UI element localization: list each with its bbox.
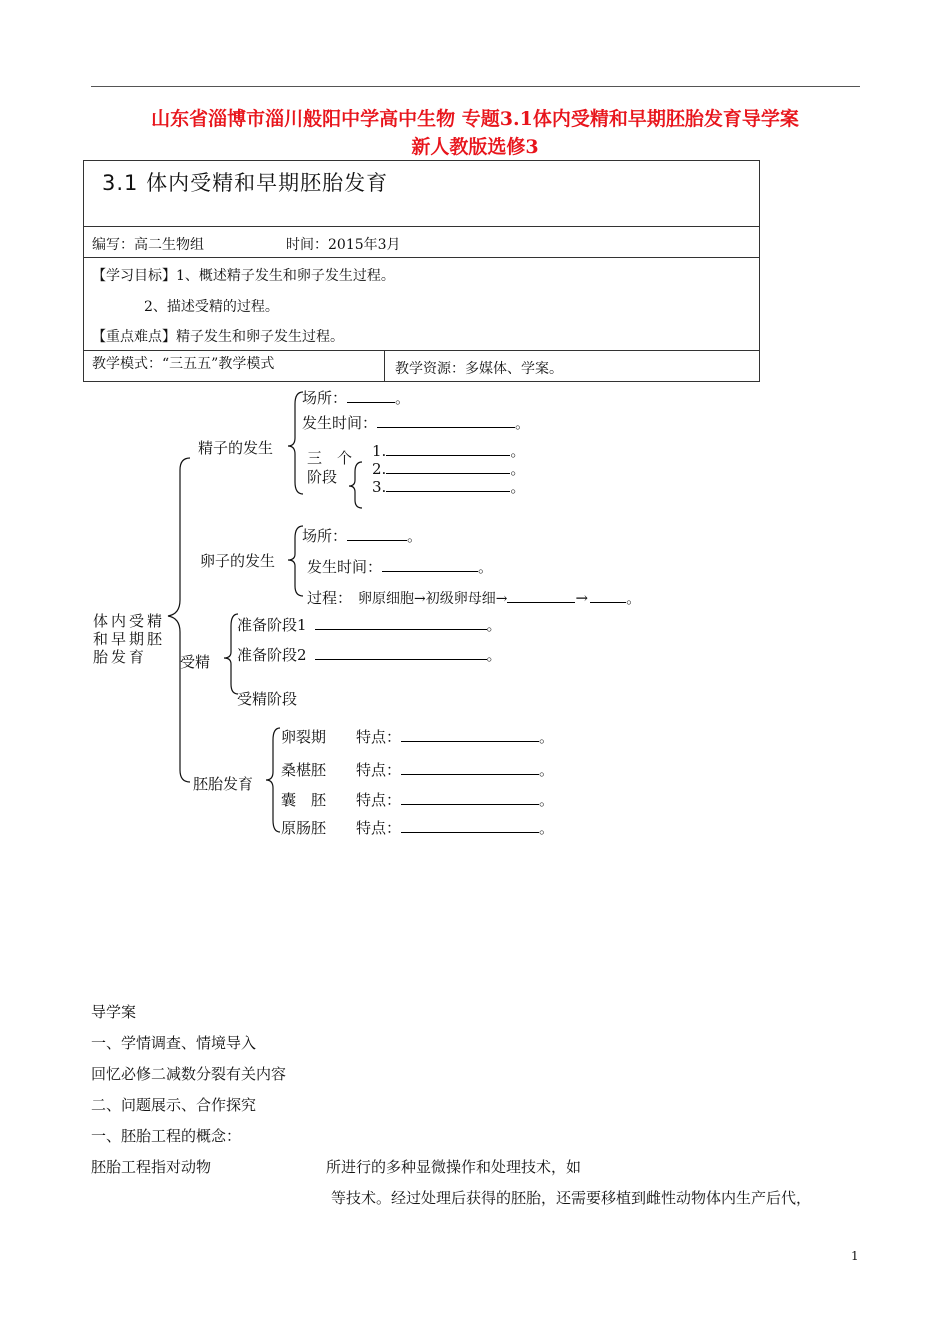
- guide-definition-b: 所进行的多种显微操作和处理技术，如: [326, 1158, 582, 1176]
- egg-time-row: [307, 556, 493, 577]
- sperm-stages-label-1: 三 个: [307, 449, 353, 467]
- feature-blank: [401, 792, 539, 805]
- period: 。: [478, 558, 494, 576]
- feature-label: 特点：: [356, 791, 402, 809]
- guide-definition-a: 胚胎工程指对动物: [91, 1158, 212, 1176]
- stage-number: 3.: [372, 478, 387, 496]
- section-title: 3.1 体内受精和早期胚胎发育: [102, 171, 389, 195]
- sperm-place-row: [302, 387, 410, 408]
- period: 。: [510, 478, 526, 496]
- egg-time-label: 发生时间：: [307, 558, 383, 576]
- fertilization-label: 受精: [180, 653, 211, 671]
- period: 。: [486, 616, 502, 634]
- sperm-place-blank: [347, 390, 395, 403]
- sperm-development-label: 精子的发生: [198, 439, 274, 457]
- egg-development-label: 卵子的发生: [200, 552, 276, 570]
- feature-blank: [401, 762, 539, 775]
- document-title-line1: 山东省淄博市淄川般阳中学高中生物 专题3.1体内受精和早期胚胎发育导学案: [151, 108, 799, 130]
- embryo-stage-name: 囊 胚: [281, 791, 327, 809]
- egg-process-label: 过程：: [307, 589, 353, 607]
- sperm-place-label: 场所：: [302, 389, 348, 407]
- document-title-line2: 新人教版选修3: [411, 136, 539, 158]
- embryo-development-label: 胚胎发育: [193, 775, 254, 793]
- objective-2: 2、描述受精的过程。: [144, 299, 279, 315]
- guide-section-1: 一、学情调查、情境导入: [91, 1034, 257, 1052]
- egg-time-blank: [382, 559, 478, 572]
- guide-embryo-concept: 一、胚胎工程的概念：: [91, 1127, 242, 1145]
- feature-blank: [401, 729, 539, 742]
- stage-blank: [386, 479, 510, 492]
- egg-process-text: 卵原细胞→初级卵母细→: [358, 591, 508, 607]
- feature-label: 特点：: [356, 819, 402, 837]
- egg-place-label: 场所：: [302, 527, 348, 545]
- period: 。: [539, 791, 555, 809]
- period: 。: [510, 442, 526, 460]
- arrow: →: [575, 589, 589, 607]
- mindmap-root: 体内受精和早期胚胎发育: [93, 612, 166, 666]
- date-text: 时间：2015年3月: [286, 237, 401, 253]
- egg-place-blank: [347, 528, 407, 541]
- period: 。: [539, 819, 555, 837]
- sperm-stage-3-row: [372, 476, 525, 497]
- feature-label: 特点：: [356, 728, 402, 746]
- sperm-time-label: 发生时间：: [302, 414, 378, 432]
- period: 。: [515, 414, 531, 432]
- stage-number: 1.: [372, 442, 387, 460]
- period: 。: [539, 728, 555, 746]
- teaching-resources: 教学资源：多媒体、学案。: [395, 361, 563, 377]
- period: 。: [395, 389, 411, 407]
- stage-blank: [386, 443, 510, 456]
- embryo-stage-name: 卵裂期: [281, 728, 327, 746]
- teaching-mode: 教学模式：“三五五”教学模式: [92, 356, 275, 372]
- prep-stage-2-row: [237, 644, 502, 665]
- sperm-time-blank: [377, 415, 515, 428]
- period: 。: [626, 589, 642, 607]
- objective-1: 【学习目标】1、概述精子发生和卵子发生过程。: [92, 268, 395, 284]
- stage-blank: [386, 461, 510, 474]
- period: 。: [407, 527, 423, 545]
- egg-process-blank-2: [590, 590, 626, 603]
- guide-definition-c: 等技术。经过处理后获得的胚胎，还需要移植到雌性动物体内生产后代，: [331, 1189, 812, 1207]
- feature-label: 特点：: [356, 761, 402, 779]
- prep-stage-1-blank: [315, 617, 487, 630]
- sperm-stages-label-2: 阶段: [307, 468, 338, 486]
- guide-heading: 导学案: [91, 1003, 137, 1021]
- period: 。: [539, 761, 555, 779]
- editor-text: 编写：高二生物组: [92, 237, 204, 253]
- sperm-time-row: [302, 412, 530, 433]
- embryo-stage-name: 原肠胚: [281, 819, 327, 837]
- egg-process-blank-1: [507, 590, 575, 603]
- fertilization-stage: 受精阶段: [237, 690, 298, 708]
- embryo-stage-2-row: [281, 759, 554, 780]
- prep-stage-1-label: 准备阶段1: [237, 616, 307, 634]
- embryo-stage-name: 桑椹胚: [281, 761, 327, 779]
- key-points: 【重点难点】精子发生和卵子发生过程。: [92, 329, 344, 345]
- page-number: 1: [851, 1249, 859, 1263]
- stage-number: 2.: [372, 460, 387, 478]
- prep-stage-2-blank: [315, 647, 487, 660]
- feature-blank: [401, 820, 539, 833]
- embryo-stage-4-row: [281, 817, 554, 838]
- prep-stage-2-label: 准备阶段2: [237, 646, 307, 664]
- egg-place-row: [302, 525, 422, 546]
- prep-stage-1-row: [237, 614, 502, 635]
- embryo-stage-3-row: [281, 789, 554, 810]
- period: 。: [510, 460, 526, 478]
- embryo-stage-1-row: [281, 726, 554, 747]
- guide-section-2: 二、问题展示、合作探究: [91, 1096, 257, 1114]
- period: 。: [486, 646, 502, 664]
- guide-recall: 回忆必修二减数分裂有关内容: [91, 1065, 287, 1083]
- egg-process-row: [307, 587, 641, 608]
